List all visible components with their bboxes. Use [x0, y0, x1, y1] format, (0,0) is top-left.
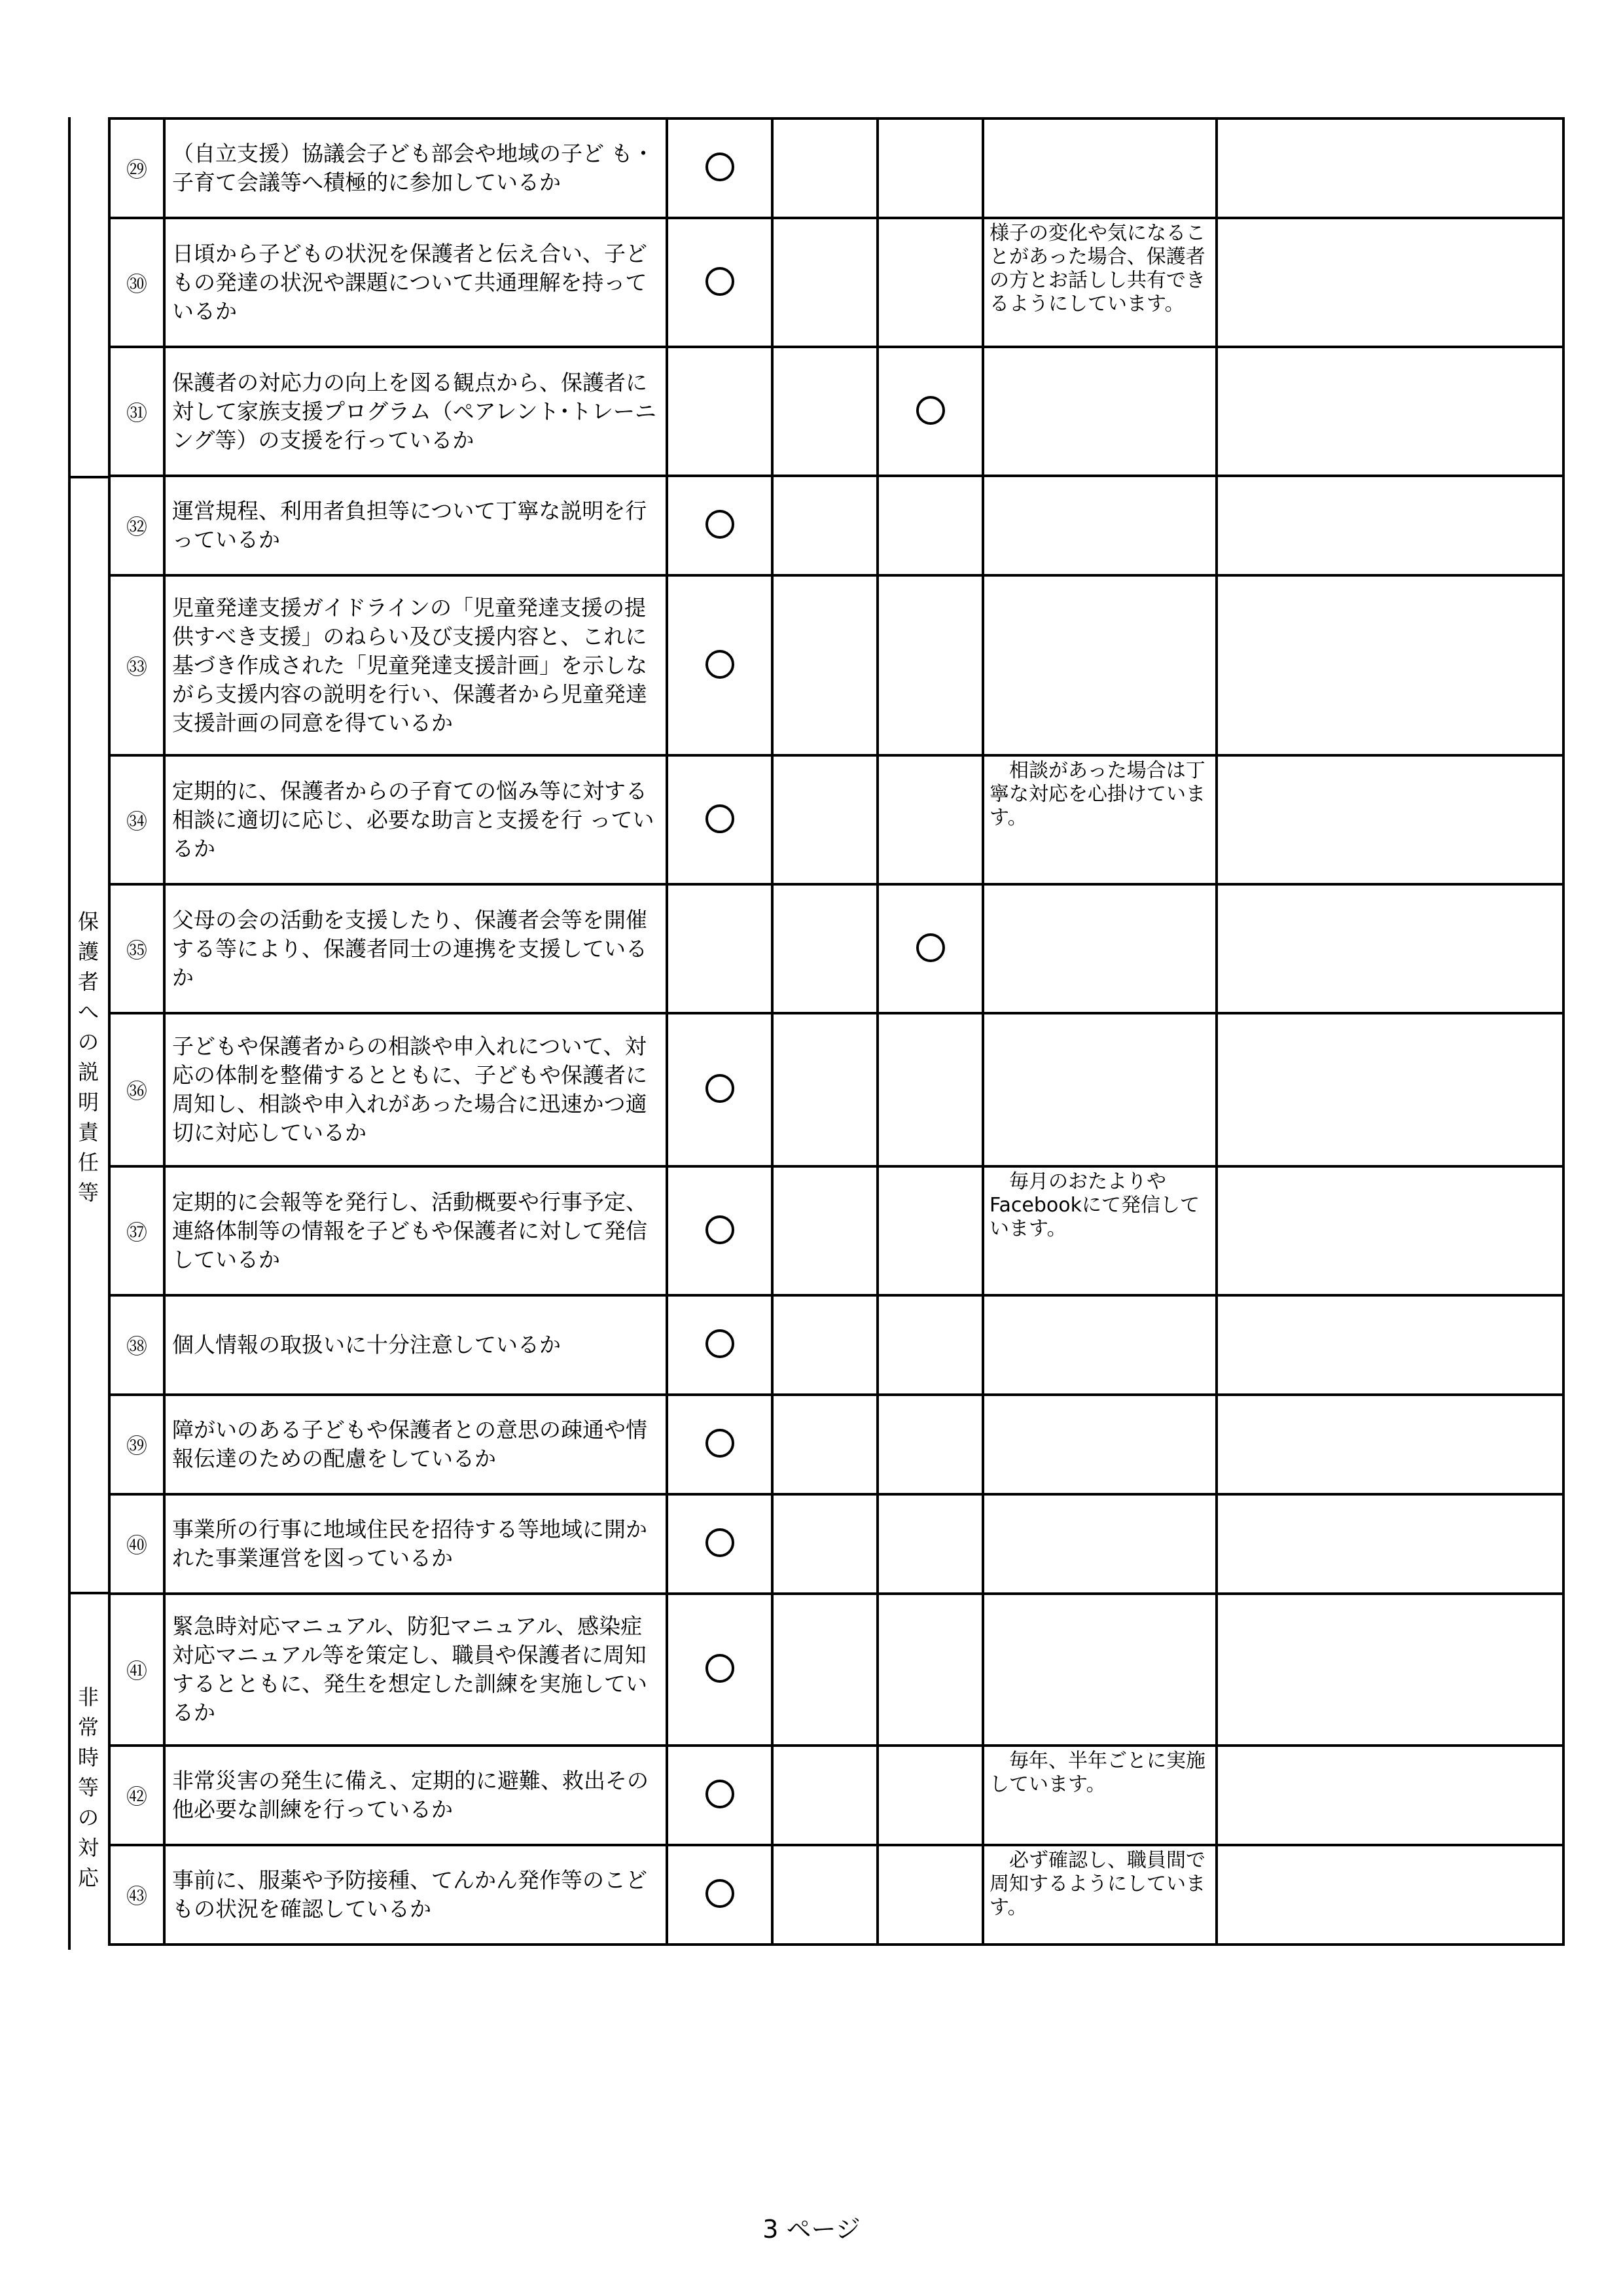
rating-cell-2	[772, 1845, 878, 1945]
item-comment	[983, 575, 1217, 755]
rating-cell-1	[667, 1494, 772, 1594]
item-number: ㉞	[109, 755, 164, 884]
item-number: ㊶	[109, 1594, 164, 1746]
item-remarks	[1217, 218, 1563, 347]
table-row	[109, 218, 1563, 347]
rating-cell-3	[878, 1395, 983, 1494]
table-body	[109, 118, 1563, 1945]
item-question: 父母の会の活動を支援したり、保護者会等を開催する等により、保護者同士の連携を支援しているか	[164, 884, 667, 1013]
rating-cell-3	[878, 1594, 983, 1746]
item-comment	[983, 1494, 1217, 1594]
circle-mark-icon	[705, 1215, 734, 1244]
rating-cell-1	[667, 884, 772, 1013]
rating-cell-1	[667, 1845, 772, 1945]
rating-cell-3	[878, 1295, 983, 1395]
rating-cell-2	[772, 575, 878, 755]
rating-cell-3	[878, 476, 983, 575]
section-separator	[68, 1592, 108, 1594]
item-question: （自立支援）協議会子ども部会や地域の子ど も・子育て会議等へ積極的に参加しているか	[164, 118, 667, 218]
rating-cell-1	[667, 1746, 772, 1845]
table-row	[109, 755, 1563, 884]
circle-mark-icon	[916, 396, 945, 425]
circle-mark-icon	[705, 1429, 734, 1458]
item-number: ㊴	[109, 1395, 164, 1494]
rating-cell-1	[667, 118, 772, 218]
item-number: ㊷	[109, 1746, 164, 1845]
circle-mark-icon	[705, 152, 734, 181]
item-remarks	[1217, 1594, 1563, 1746]
item-remarks	[1217, 476, 1563, 575]
item-remarks	[1217, 1295, 1563, 1395]
rating-cell-1	[667, 347, 772, 476]
rating-cell-3	[878, 1166, 983, 1295]
circle-mark-icon	[705, 1329, 734, 1358]
table-row	[109, 1295, 1563, 1395]
item-question: 子どもや保護者からの相談や申入れについて、対応の体制を整備するとともに、子どもや保護者に周知し、相談や申入れがあった場合に迅速かつ適切に対応しているか	[164, 1013, 667, 1166]
rating-cell-2	[772, 347, 878, 476]
rating-cell-1	[667, 1013, 772, 1166]
rating-cell-2	[772, 1395, 878, 1494]
rating-cell-3	[878, 575, 983, 755]
item-comment	[983, 476, 1217, 575]
table-row	[109, 1166, 1563, 1295]
table-row	[109, 575, 1563, 755]
rating-cell-2	[772, 118, 878, 218]
item-comment	[983, 1594, 1217, 1746]
circle-mark-icon	[705, 650, 734, 679]
item-remarks	[1217, 1166, 1563, 1295]
table-row	[109, 1395, 1563, 1494]
section-label-emergency: 非常時等の対応	[77, 1685, 99, 1890]
circle-mark-icon	[705, 1879, 734, 1908]
item-comment	[983, 118, 1217, 218]
item-comment	[983, 1013, 1217, 1166]
left-border-line	[68, 117, 71, 1950]
item-number: ㊵	[109, 1494, 164, 1594]
item-number: ㊲	[109, 1166, 164, 1295]
item-comment	[983, 1295, 1217, 1395]
item-number: ㉝	[109, 575, 164, 755]
item-comment: 様子の変化や気になることがあった場合、保護者の方とお話しし共有できるようにしています。	[983, 218, 1217, 347]
item-question: 事前に、服薬や予防接種、てんかん発作等のこどもの状況を確認しているか	[164, 1845, 667, 1945]
rating-cell-2	[772, 218, 878, 347]
rating-cell-1	[667, 575, 772, 755]
item-number: ㉜	[109, 476, 164, 575]
rating-cell-2	[772, 1746, 878, 1845]
circle-mark-icon	[705, 1074, 734, 1103]
item-remarks	[1217, 1013, 1563, 1166]
item-question: 事業所の行事に地域住民を招待する等地域に開かれた事業運営を図っているか	[164, 1494, 667, 1594]
table-row	[109, 1013, 1563, 1166]
item-remarks	[1217, 884, 1563, 1013]
table-row	[109, 1594, 1563, 1746]
item-remarks	[1217, 347, 1563, 476]
item-number: ㊳	[109, 1295, 164, 1395]
rating-cell-3	[878, 755, 983, 884]
section-separator	[68, 476, 108, 478]
circle-mark-icon	[705, 1654, 734, 1683]
rating-cell-1	[667, 1594, 772, 1746]
rating-cell-3	[878, 118, 983, 218]
item-comment: 毎年、半年ごとに実施しています。	[983, 1746, 1217, 1845]
item-comment	[983, 1395, 1217, 1494]
item-question: 緊急時対応マニュアル、防犯マニュアル、感染症対応マニュアル等を策定し、職員や保護者に周知するとともに、発生を想定した訓練を実施しているか	[164, 1594, 667, 1746]
item-remarks	[1217, 1494, 1563, 1594]
rating-cell-1	[667, 218, 772, 347]
circle-mark-icon	[705, 267, 734, 296]
item-question: 個人情報の取扱いに十分注意しているか	[164, 1295, 667, 1395]
section-label-accountability: 保護者への説明責任等	[77, 909, 99, 1205]
page-number: 3 ページ	[762, 2215, 861, 2244]
rating-cell-2	[772, 1295, 878, 1395]
table-row	[109, 1845, 1563, 1945]
item-question: 運営規程、利用者負担等について丁寧な説明を行っているか	[164, 476, 667, 575]
item-number: ㊱	[109, 1013, 164, 1166]
rating-cell-3	[878, 1494, 983, 1594]
table-row	[109, 884, 1563, 1013]
item-question: 障がいのある子どもや保護者との意思の疎通や情報伝達のための配慮をしているか	[164, 1395, 667, 1494]
rating-cell-1	[667, 1295, 772, 1395]
item-comment	[983, 884, 1217, 1013]
item-number: ㊸	[109, 1845, 164, 1945]
circle-mark-icon	[705, 804, 734, 833]
rating-cell-2	[772, 884, 878, 1013]
item-comment: 毎月のおたよりやFacebookにて発信しています。	[983, 1166, 1217, 1295]
table-row	[109, 1494, 1563, 1594]
rating-cell-1	[667, 755, 772, 884]
rating-cell-2	[772, 1494, 878, 1594]
rating-cell-3	[878, 347, 983, 476]
rating-cell-3	[878, 1013, 983, 1166]
circle-mark-icon	[916, 933, 945, 962]
rating-cell-3	[878, 218, 983, 347]
rating-cell-2	[772, 1013, 878, 1166]
rating-cell-3	[878, 884, 983, 1013]
rating-cell-1	[667, 476, 772, 575]
rating-cell-2	[772, 1594, 878, 1746]
item-comment: 必ず確認し、職員間で周知するようにしています。	[983, 1845, 1217, 1945]
item-question: 非常災害の発生に備え、定期的に避難、救出その他必要な訓練を行っているか	[164, 1746, 667, 1845]
table-row	[109, 1746, 1563, 1845]
circle-mark-icon	[705, 1780, 734, 1808]
item-question: 保護者の対応力の向上を図る観点から、保護者に対して家族支援プログラム（ペアレント･トレーニング等）の支援を行っているか	[164, 347, 667, 476]
item-remarks	[1217, 755, 1563, 884]
item-remarks	[1217, 1746, 1563, 1845]
item-number: ㉙	[109, 118, 164, 218]
table-row	[109, 118, 1563, 218]
rating-cell-2	[772, 1166, 878, 1295]
item-number: ㉟	[109, 884, 164, 1013]
circle-mark-icon	[705, 510, 734, 539]
item-question: 定期的に会報等を発行し、活動概要や行事予定、連絡体制等の情報を子どもや保護者に対して発信しているか	[164, 1166, 667, 1295]
item-question: 定期的に、保護者からの子育ての悩み等に対する相談に適切に応じ、必要な助言と支援を行 っているか	[164, 755, 667, 884]
rating-cell-1	[667, 1166, 772, 1295]
item-comment: 相談があった場合は丁寧な対応を心掛けています。	[983, 755, 1217, 884]
rating-cell-1	[667, 1395, 772, 1494]
item-comment	[983, 347, 1217, 476]
item-number: ㉛	[109, 347, 164, 476]
table-row	[109, 476, 1563, 575]
table-row	[109, 347, 1563, 476]
item-question: 児童発達支援ガイドラインの「児童発達支援の提供すべき支援」のねらい及び支援内容と、これに基づき作成された「児童発達支援計画」を示しながら支援内容の説明を行い、保護者から児童発達支援計画の同意を得ているか	[164, 575, 667, 755]
item-remarks	[1217, 118, 1563, 218]
item-remarks	[1217, 1845, 1563, 1945]
evaluation-table	[108, 117, 1565, 1946]
rating-cell-2	[772, 755, 878, 884]
rating-cell-3	[878, 1746, 983, 1845]
rating-cell-2	[772, 476, 878, 575]
circle-mark-icon	[705, 1528, 734, 1557]
rating-cell-3	[878, 1845, 983, 1945]
item-remarks	[1217, 1395, 1563, 1494]
item-question: 日頃から子どもの状況を保護者と伝え合い、子どもの発達の状況や課題について共通理解を持っているか	[164, 218, 667, 347]
item-number: ㉚	[109, 218, 164, 347]
item-remarks	[1217, 575, 1563, 755]
